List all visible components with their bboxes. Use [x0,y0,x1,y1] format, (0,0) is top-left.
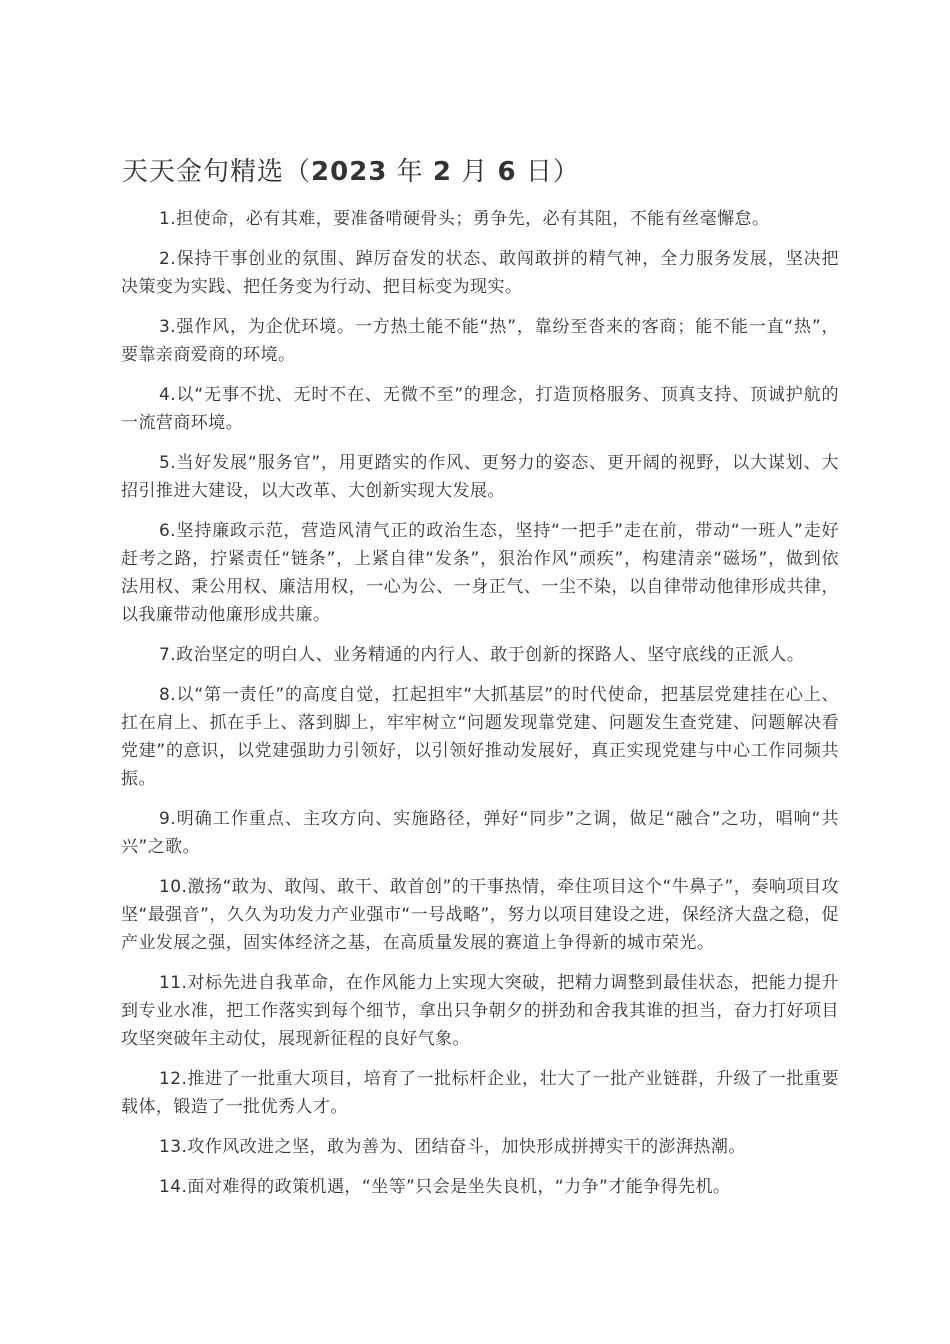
quote-paragraph-9: 9.明确工作重点、主攻方向、实施路径，弹好“同步”之调，做足“融合”之功，唱响“共兴”之歌。 [121,809,839,857]
title-year: 2023 [311,157,388,187]
title-day: 6 [497,157,517,187]
quote-paragraph-11: 11.对标先进自我革命，在作风能力上实现大突破，把精力调整到最佳状态，把能力提升到专业水准，把工作落实到每个细节，拿出只争朝夕的拼劲和舍我其谁的担当，奋力打好项目攻坚突破年主动仗，展现新征程的良好气象。 [121,973,839,1049]
quote-paragraph-12: 12.推进了一批重大项目，培育了一批标杆企业，壮大了一批产业链群，升级了一批重要载体，锻造了一批优秀人才。 [121,1069,839,1117]
page-title [122,152,842,192]
quote-paragraph-14: 14.面对难得的政策机遇，“坐等”只会是坐失良机，“力争”才能争得先机。 [159,1177,731,1197]
quote-list [121,205,839,1213]
quote-paragraph-6: 6.坚持廉政示范，营造风清气正的政治生态，坚持“一把手”走在前，带动“一班人”走好赶考之路，拧紧责任“链条”，上紧自律“发条”，狠治作风“顽疾”，构建清亲“磁场”，做到依法用权、秉公用权、廉洁用权，一心为公、一身正气、一尘不染，以自律带动他律形成共律，以我廉带动他廉形成共廉。 [121,521,839,625]
title-prefix: 天天金句精选（ [122,157,312,187]
quote-paragraph-10: 10.激扬“敢为、敢闯、敢干、敢首创”的干事热情，牵住项目这个“牛鼻子”，奏响项目攻坚“最强音”，久久为功发力产业强市“一号战略”，努力以项目建设之进，保经济大盘之稳，促产业发展之强，固实体经济之基，在高质量发展的赛道上争得新的城市荣光。 [121,877,839,953]
title-month: 2 [432,157,453,187]
title-suffix: 日） [516,157,580,187]
quote-paragraph-4: 4.以“无事不扰、无时不在、无微不至”的理念，打造顶格服务、顶真支持、顶诚护航的一流营商环境。 [121,385,839,433]
title-year-unit: 年 [387,157,433,187]
quote-paragraph-5: 5.当好发展“服务官”，用更踏实的作风、更努力的姿态、更开阔的视野，以大谋划、大招引推进大建设，以大改革、大创新实现大发展。 [121,453,839,501]
quote-paragraph-2: 2.保持干事创业的氛围、踔厉奋发的状态、敢闯敢拼的精气神，全力服务发展，坚决把决策变为实践、把任务变为行动、把目标变为现实。 [121,249,839,297]
title-month-unit: 月 [452,157,498,187]
quote-paragraph-1: 1.担使命，必有其难，要准备啃硬骨头；勇争先，必有其阻，不能有丝毫懈怠。 [159,209,770,229]
quote-paragraph-8: 8.以“第一责任”的高度自觉，扛起担牢“大抓基层”的时代使命，把基层党建挂在心上、扛在肩上、抓在手上、落到脚上，牢牢树立“问题发现靠党建、问题发生查党建、问题解决看党建”的意识，以党建强助力引领好，以引领好推动发展好，真正实现党建与中心工作同频共振。 [121,685,839,789]
quote-paragraph-7: 7.政治坚定的明白人、业务精通的内行人、敢于创新的探路人、坚守底线的正派人。 [159,645,805,665]
quote-paragraph-3: 3.强作风，为企优环境。一方热土能不能“热”，靠纷至沓来的客商；能不能一直“热”，要靠亲商爱商的环境。 [121,317,839,365]
quote-paragraph-13: 13.攻作风改进之坚，敢为善为、团结奋斗，加快形成拼搏实干的澎湃热潮。 [159,1137,746,1157]
